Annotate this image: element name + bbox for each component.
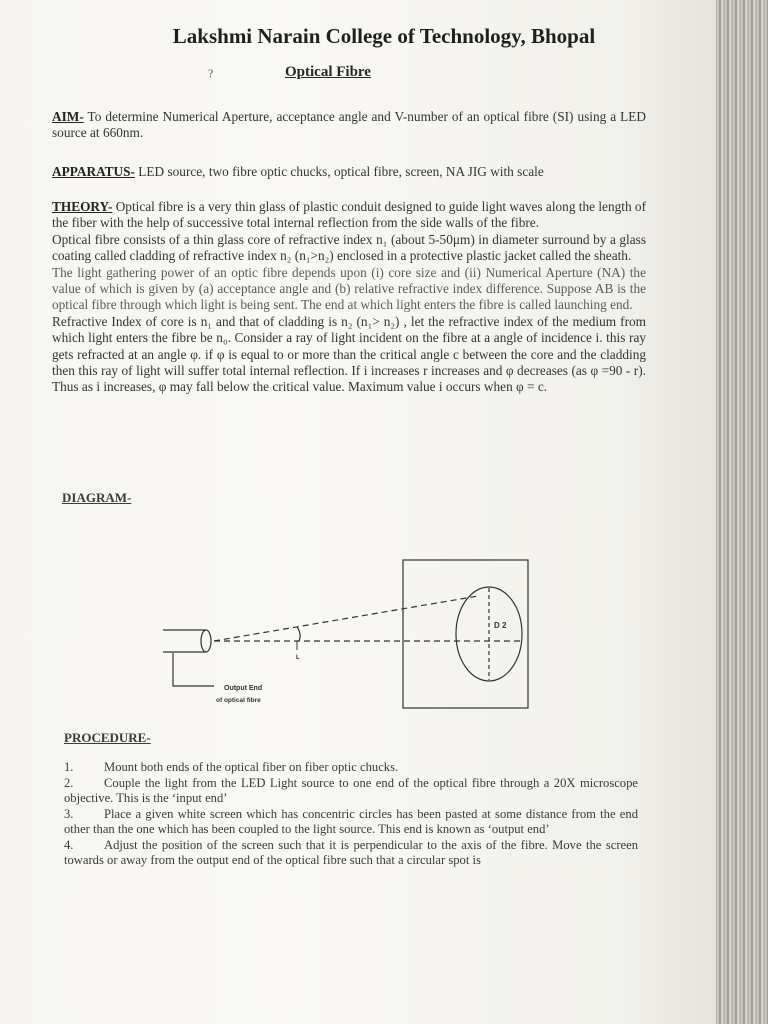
step-text: Place a given white screen which has concentric circles has been pasted at some distance from the end other than the one which has been coupled to the light source. This end is known as ‘output end’ <box>64 806 638 836</box>
subject-title: Optical Fibre <box>285 64 371 80</box>
procedure-step <box>64 838 638 869</box>
screen-frame <box>403 560 528 708</box>
step-number: 2. <box>64 775 74 790</box>
apparatus-label: APPARATUS- <box>52 164 135 179</box>
procedure-step <box>64 760 638 776</box>
procedure-list <box>64 760 638 869</box>
step-number: 1. <box>64 760 74 774</box>
step-number: 4. <box>64 837 74 852</box>
theory-text-1: Optical fibre is a very thin glass of plastic conduit designed to guide light waves along the length of the fiber with the help of successive total internal reflection from the side walls of the fibre. <box>52 199 646 231</box>
acceptance-angle-arc <box>297 627 300 641</box>
step-text: Mount both ends of the optical fiber on fiber optic chucks. <box>104 760 399 774</box>
step-text: Couple the light from the LED Light source to one end of the optical fibre through a 20X microscope objective. This is the ‘input end’ <box>64 775 638 805</box>
upper-ray <box>214 596 478 641</box>
fibre-cylinder-body <box>163 630 206 652</box>
page-stack-edge <box>716 0 768 1024</box>
fibre-output-end <box>201 630 211 652</box>
step-text: Adjust the position of the screen such that it is perpendicular to the axis of the fibre. Move the screen towards or away from the output end of the optical fibre such that a circular spot is <box>64 837 638 867</box>
output-end-label-line1: Output End <box>224 685 263 692</box>
aim-label: AIM- <box>52 109 84 124</box>
aim-text: To determine Numerical Aperture, acceptance angle and V-number of an optical fibre (SI) using a LED source at 660nm. <box>52 109 646 141</box>
theory-paragraph-3: The light gathering power of an optic fibre depends upon (i) core size and (ii) Numerical Aperture (NA) the value of which is given by (a) acceptance angle and (b) relative refractive index difference. Suppose AB is the optical fibre through which light is being sent. The end at which light enters the fibre is called launching end. <box>52 264 646 313</box>
procedure-heading: PROCEDURE- <box>64 730 151 745</box>
diagram-heading: DIAGRAM- <box>62 490 132 505</box>
apparatus-text: LED source, two fibre optic chucks, optical fibre, screen, NA JIG with scale <box>134 164 544 179</box>
college-title: Lakshmi Narain College of Technology, Bhopal <box>172 24 596 48</box>
theory-paragraph-2: Optical fibre consists of a thin glass core of refractive index n₁ (about 5-50μm) in diameter surround by a glass coating called cladding of refractive index n₂ (n₁>n₂) enclosed in a protective plastic jacket called the sheath. <box>52 231 646 264</box>
procedure-step <box>64 776 638 807</box>
output-end-label-line2: of optical fibre <box>216 697 261 704</box>
fibre-stand <box>173 653 214 686</box>
step-number: 3. <box>64 806 74 821</box>
theory-paragraph-4: Refractive Index of core is n₁ and that of cladding is n₂ (n₁> n₂) , let the refractive index of the medium from which light enters the fibre be n₀. Consider a ray of light incident on the fibre at a angle of incidence i. this ray gets refracted at an angle φ. if φ is equal to or more than the critical angle c between the core and the cladding then this ray of light will suffer total internal reflection. If i increases r increases and φ decreases (as φ =90 - r). Thus as i increases, φ may fall below the critical value. Maximum value i occurs when φ = c. <box>52 313 646 395</box>
theory-label: THEORY- <box>52 199 113 214</box>
diameter-label: D 2 <box>494 621 507 630</box>
distance-label: L <box>296 655 300 661</box>
stray-mark: ? <box>208 66 214 80</box>
procedure-step <box>64 807 638 838</box>
